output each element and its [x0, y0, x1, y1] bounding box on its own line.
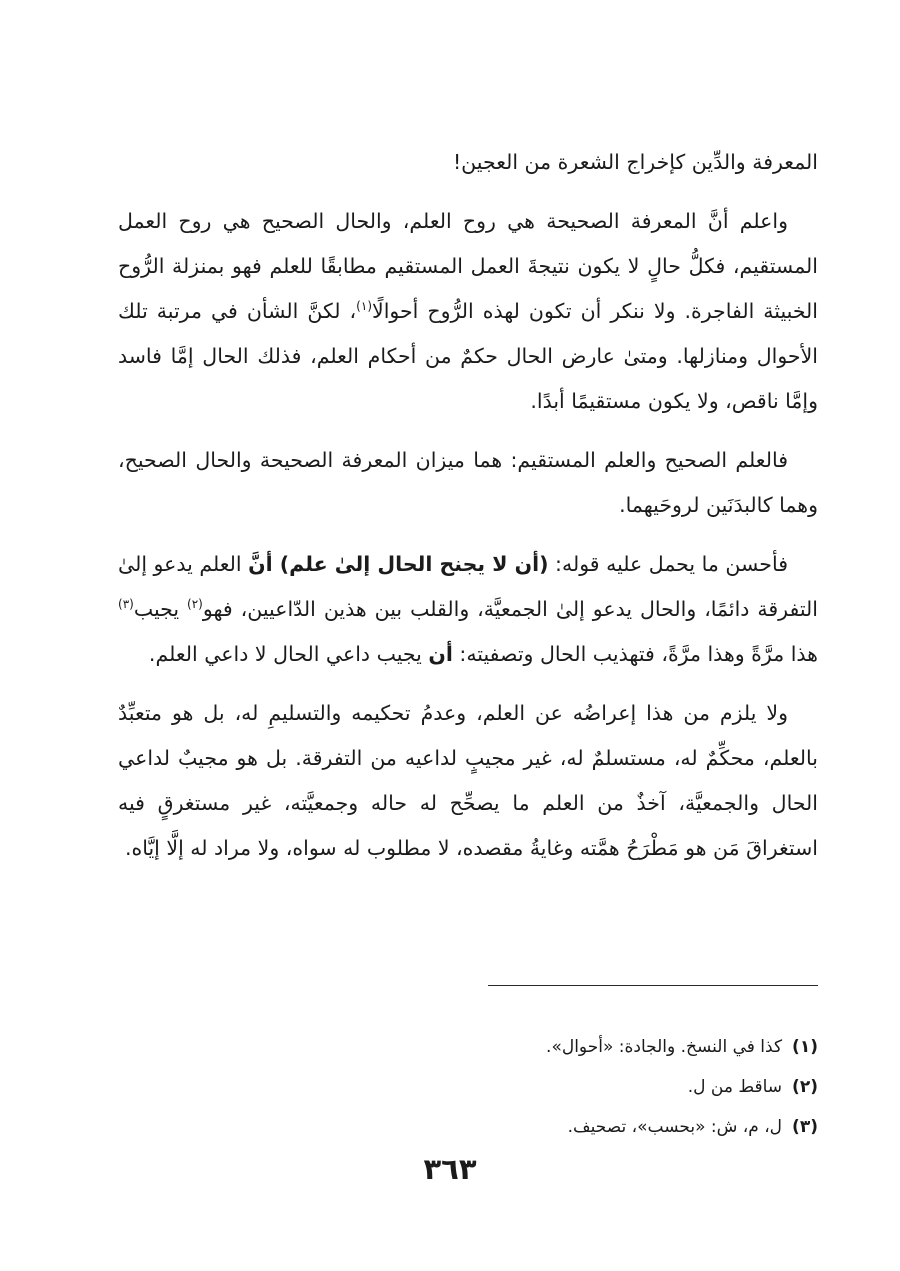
footnote-text: ساقط من ل.: [687, 1077, 783, 1097]
footnotes: [330, 1030, 818, 1150]
paragraph-4-end: يجيب داعي الحال لا داعي العلم.: [148, 642, 429, 666]
footnote-ref-2[interactable]: (٢): [187, 597, 203, 612]
paragraph-5: ولا يلزم من هذا إعراضُه عن العلم، وعدمُ تحكيمه والتسليمِ له، بل هو متعبِّدٌ بالعلم، محكِّمٌ له، مستسلمٌ له، غير مجيبٍ لداعيه من التفرقة. بل هو مجيبٌ لداعي الحال والجمعيَّة، آخذٌ من العلم ما يصحِّح له حاله وجمعيَّته، غير مستغرقٍ فيه استغراقَ مَن هو مَطْرَحُ همَّته وغايةُ مقصده، لا مطلوب له سواه، ولا مراد له إلَّا إيَّاه.: [118, 701, 818, 860]
footnote-divider: [488, 985, 818, 986]
paragraph-4-mid: العلم يدعو إلىٰ التفرقة دائمًا، والحال يدعو إلىٰ الجمعيَّة، والقلب بين هذين الدّاعيين، فهو: [118, 552, 818, 621]
paragraph-2: [118, 199, 818, 424]
footnote-2: [330, 1070, 818, 1110]
paragraph-1: المعرفة والدِّين كإخراج الشعرة من العجين!: [452, 150, 818, 174]
footnote-text: ل، م، ش: «بحسب»، تصحيف.: [567, 1117, 783, 1137]
main-text: [118, 140, 818, 885]
footnote-ref-1[interactable]: (١): [356, 299, 372, 314]
footnote-3: [330, 1110, 818, 1150]
page-number: ٣٦٣: [423, 1152, 477, 1186]
footnote-ref-3[interactable]: (٣): [118, 597, 134, 612]
paragraph-4-pre: فأحسن ما يحمل عليه قوله:: [548, 552, 788, 576]
footnote-number: (٣): [792, 1117, 818, 1137]
paragraph-2-rest: ، لكنَّ الشأن في مرتبة تلك الأحوال ومنازلها. ومتىٰ عارض الحال حكمٌ من أحكام العلم، فذلك الحال إمَّا فاسد وإمَّا ناقص، ولا يكون مستقيمًا أبدًا.: [118, 299, 818, 413]
paragraph-4-quote: (أن لا يجنح الحال إلىٰ علم) أنَّ: [248, 552, 549, 576]
paragraph-4-bold-an: أن: [428, 642, 453, 666]
footnote-number: (٢): [792, 1077, 818, 1097]
paragraph-3: فالعلم الصحيح والعلم المستقيم: هما ميزان المعرفة الصحيحة والحال الصحيح، وهما كالبدَنَين لروحَيهما.: [118, 448, 818, 517]
paragraph-4: [118, 542, 818, 677]
paragraph-4-mid2: يجيب: [133, 597, 188, 621]
paragraph-2-text: واعلم أنَّ المعرفة الصحيحة هي روح العلم، والحال الصحيح هي روح العمل المستقيم، فكلُّ حالٍ لا يكون نتيجةَ العمل المستقيم مطابقًا للعلم فهو بمنزلة الرُّوح الخبيثة الفاجرة. ولا ننكر أن تكون لهذه الرُّوح أحوالًا: [118, 209, 819, 323]
footnote-1: [330, 1030, 818, 1070]
footnote-number: (١): [792, 1037, 818, 1057]
paragraph-4-mid3: هذا مرَّةً وهذا مرَّةً، فتهذيب الحال وتصفيته:: [452, 642, 818, 666]
footnote-text: كذا في النسخ. والجادة: «أحوال».: [546, 1037, 783, 1057]
